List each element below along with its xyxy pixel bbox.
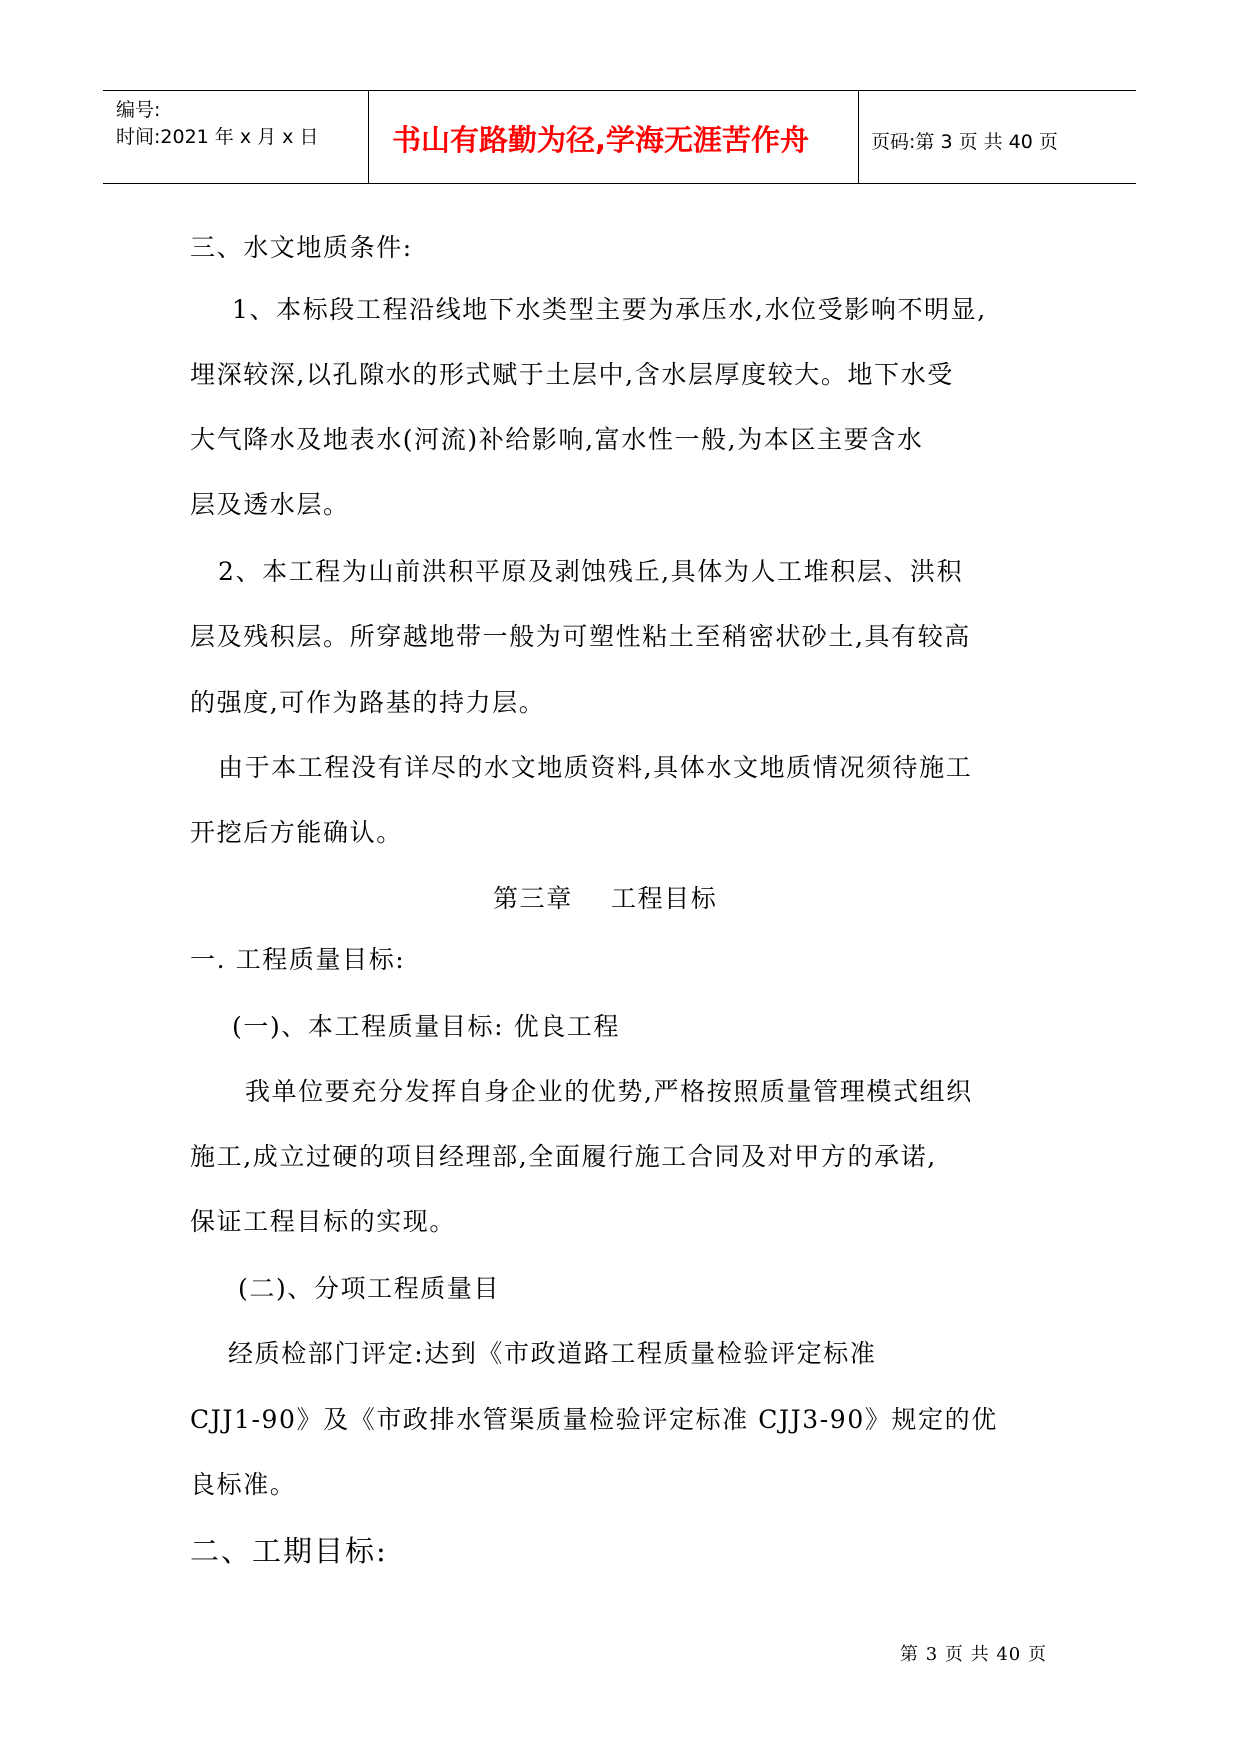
- paragraph-line: 埋深较深,以孔隙水的形式赋于土层中,含水层厚度较大。地下水受: [190, 360, 954, 389]
- paragraph-line: 由于本工程没有详尽的水文地质资料,具体水文地质情况须待施工: [218, 753, 973, 782]
- paragraph-line: 2、本工程为山前洪积平原及剥蚀残丘,具体为人工堆积层、洪积: [218, 557, 964, 586]
- paragraph-line: 我单位要充分发挥自身企业的优势,严格按照质量管理模式组织: [245, 1077, 973, 1106]
- footer-page-number: 第 3 页 共 40 页: [900, 1644, 1047, 1665]
- paragraph-line: 的强度,可作为路基的持力层。: [190, 688, 546, 717]
- schedule-goal-heading: 二、工期目标:: [190, 1534, 388, 1568]
- paragraph-line: 1、本标段工程沿线地下水类型主要为承压水,水位受影响不明显,: [232, 295, 987, 324]
- subheading-project-quality-goal: (一)、本工程质量目标: 优良工程: [232, 1012, 621, 1041]
- document-number-label: 编号:: [116, 99, 161, 121]
- paragraph-line: 保证工程目标的实现。: [190, 1207, 457, 1236]
- quality-goal-heading: 一. 工程质量目标:: [190, 945, 406, 974]
- header-divider-left: [368, 90, 369, 183]
- paragraph-line: 层及残积层。所穿越地带一般为可塑性粘土至稍密状砂土,具有较高: [190, 622, 971, 651]
- paragraph-line: 开挖后方能确认。: [190, 818, 403, 847]
- paragraph-line: 层及透水层。: [190, 490, 350, 519]
- header-motto: 书山有路勤为径,学海无涯苦作舟: [392, 123, 810, 157]
- paragraph-line: 施工,成立过硬的项目经理部,全面履行施工合同及对甲方的承诺,: [190, 1142, 937, 1171]
- paragraph-line: 经质检部门评定:达到《市政道路工程质量检验评定标准: [228, 1339, 877, 1368]
- header-divider-right: [858, 90, 859, 183]
- paragraph-line: CJJ1-90》及《市政排水管渠质量检验评定标准 CJJ3-90》规定的优: [190, 1405, 998, 1434]
- header-bottom-border: [103, 183, 1136, 184]
- header-top-border: [103, 90, 1136, 91]
- paragraph-line: 大气降水及地表水(河流)补给影响,富水性一般,为本区主要含水: [190, 425, 924, 454]
- document-time-label: 时间:2021 年 x 月 x 日: [116, 126, 319, 148]
- header-page-code: 页码:第 3 页 共 40 页: [871, 131, 1058, 153]
- section-heading-hydrogeology: 三、水文地质条件:: [190, 233, 413, 262]
- paragraph-line: 良标准。: [190, 1470, 297, 1499]
- subheading-subitem-quality-goal: (二)、分项工程质量目: [238, 1274, 501, 1303]
- chapter-title: 第三章 工程目标: [493, 884, 718, 913]
